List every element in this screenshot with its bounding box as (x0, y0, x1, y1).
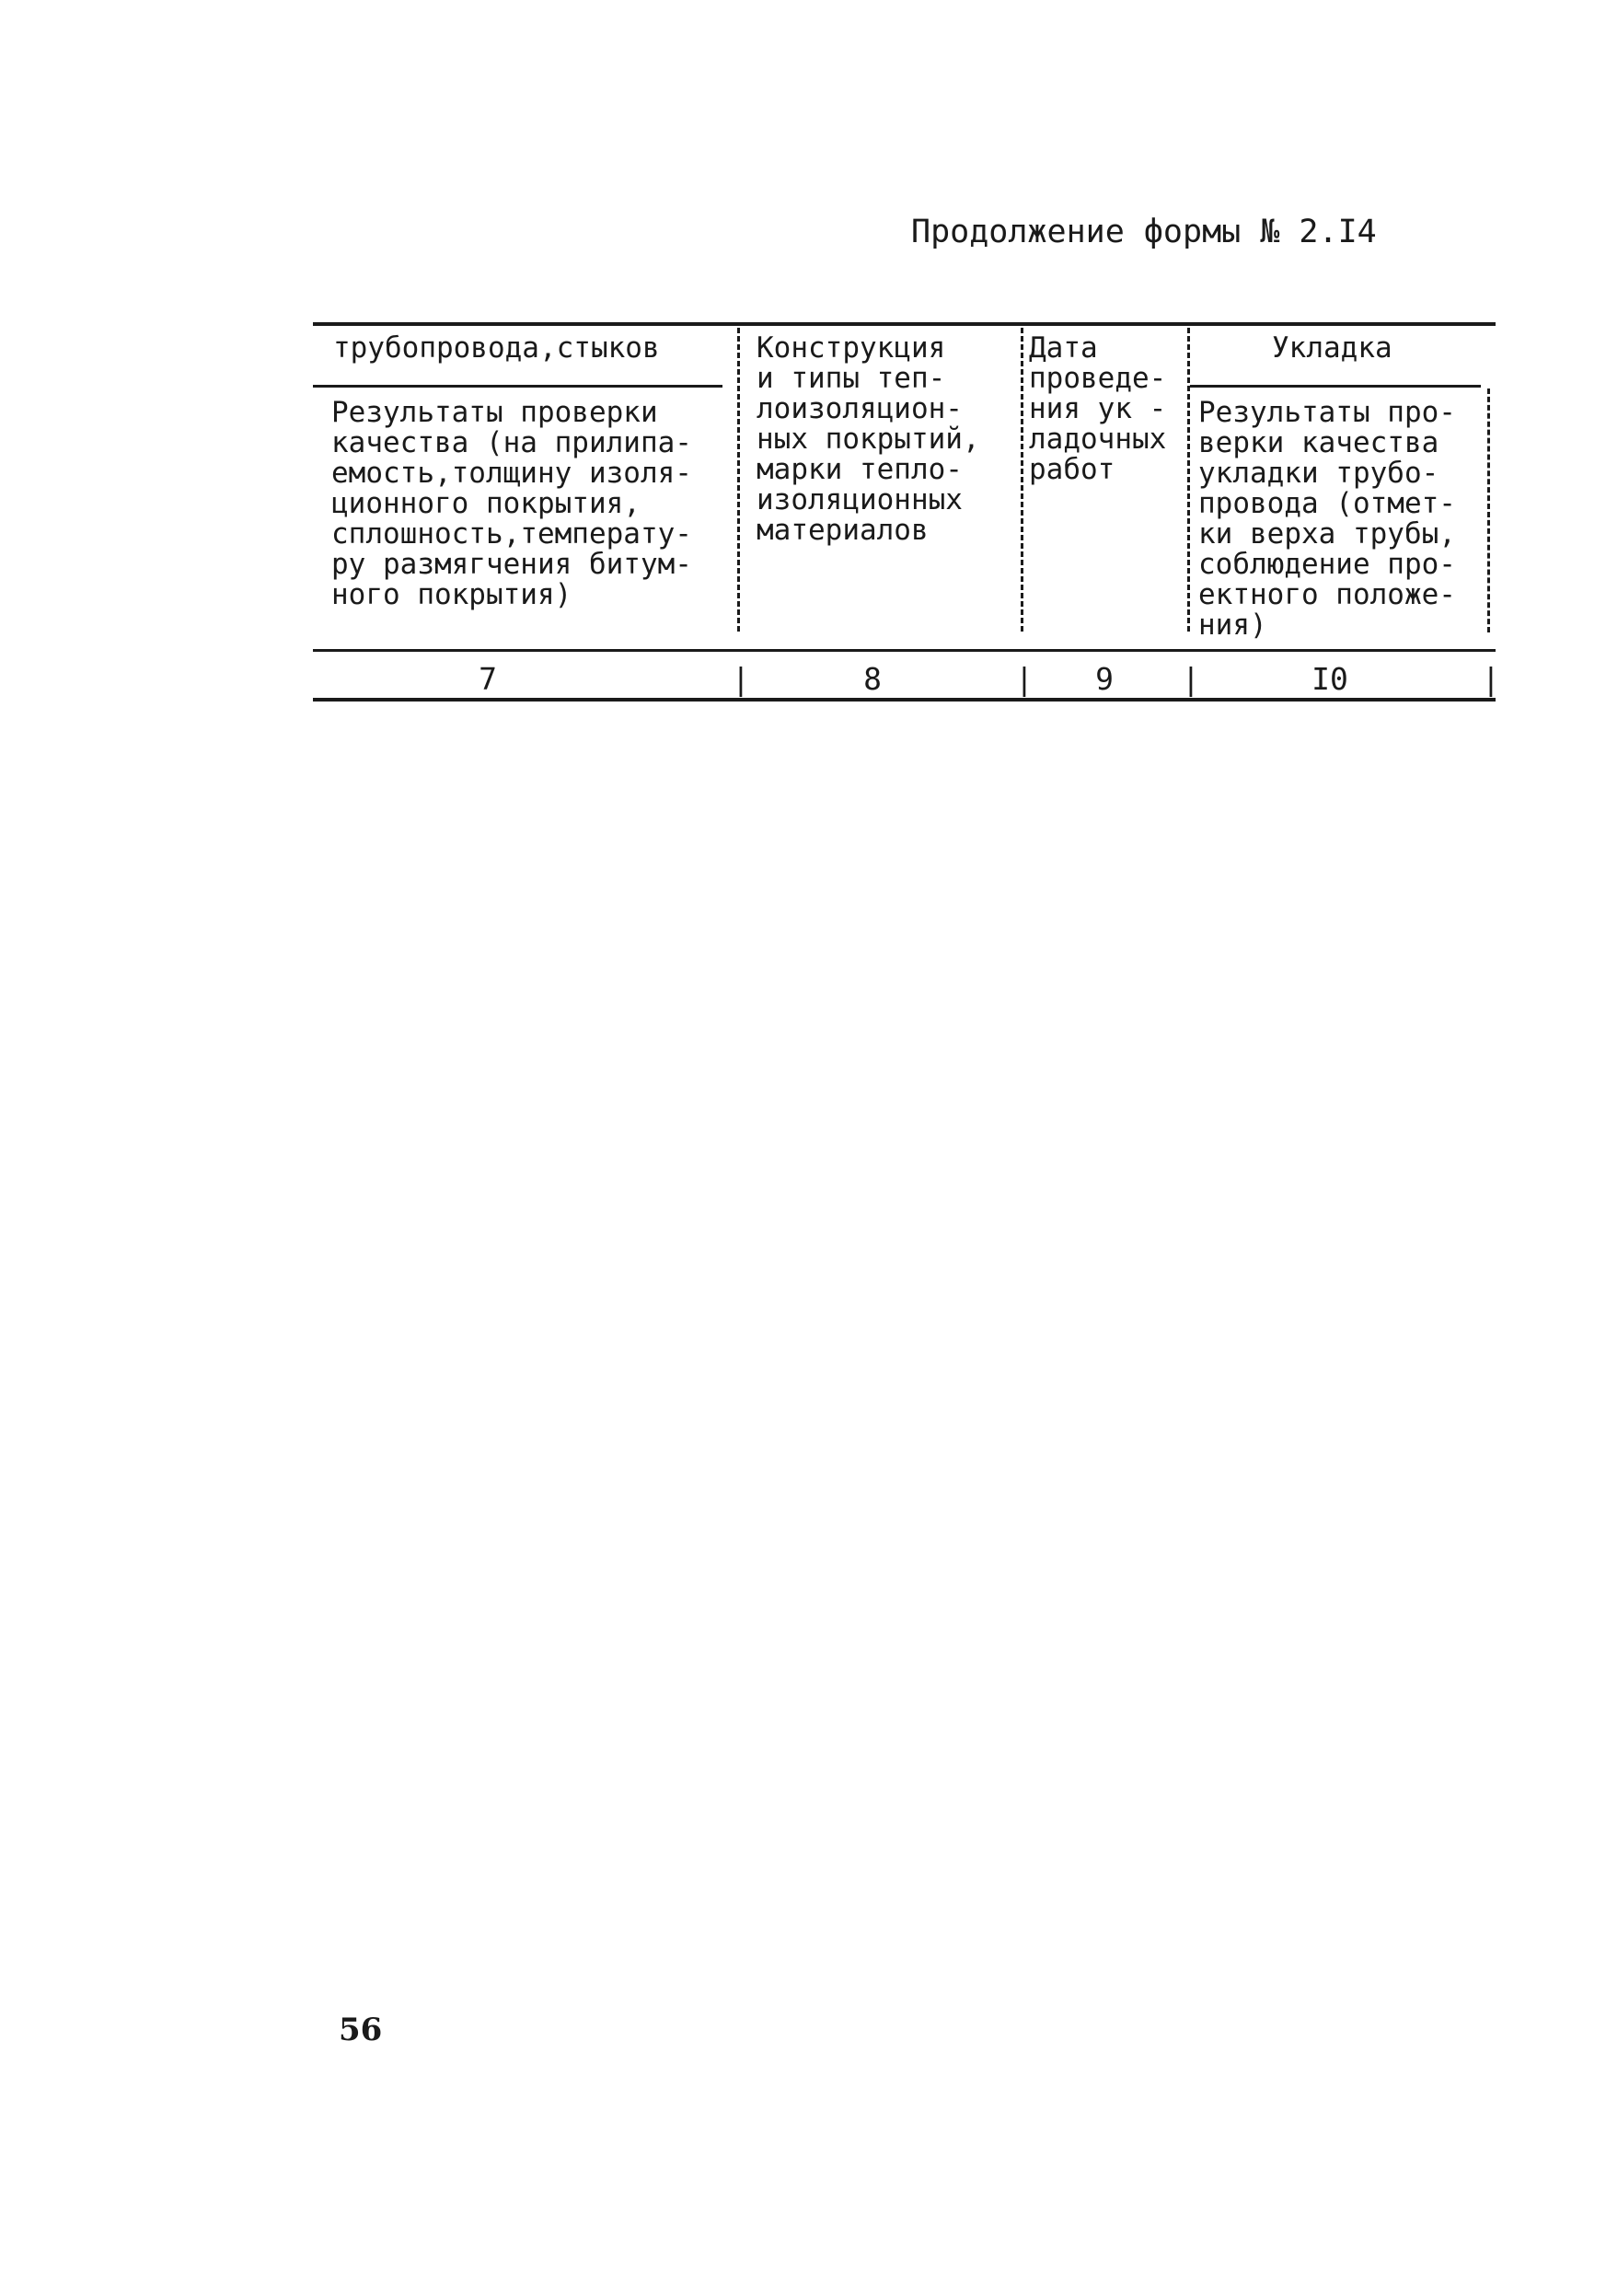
col9-header: Дата проведе- ния ук - ладочных работ (1029, 331, 1167, 486)
column-number-separator: | (732, 661, 750, 697)
page-number: 56 (339, 2012, 383, 2048)
column-number-9: 9 (1095, 661, 1114, 697)
table-bottom-rule (313, 698, 1496, 702)
form-continuation-title: Продолжение формы № 2.I4 (911, 214, 1377, 250)
col9-col10-separator (1187, 328, 1190, 632)
col7-col8-separator (737, 328, 740, 632)
col10-header: Результаты про- верки качества укладки трубо- провода (отмет- ки верха трубы, соблюдение про- ектного положе- ния) (1198, 396, 1456, 642)
column-number-separator: | (1015, 661, 1034, 697)
column-number-8: 8 (863, 661, 882, 697)
col7-header: Результаты проверки качества (на прилипа- емость,толщину изоля- ционного покрытия, сплошность,температу- ру размягчения битум- ного покрытия) (331, 396, 692, 611)
col7-subheader-rule (313, 385, 722, 388)
column-number-separator: | (1482, 661, 1500, 697)
col8-header: Конструкция и типы теп- лоизоляцион- ных покрытий, марки тепло- изоляционных материалов (757, 331, 980, 547)
col10-group-header: Укладка (1272, 331, 1392, 365)
table-top-rule (313, 322, 1496, 326)
column-number-10: I0 (1311, 661, 1348, 697)
form-table (313, 322, 1500, 700)
column-number-separator: | (1182, 661, 1200, 697)
col8-col9-separator (1021, 328, 1023, 632)
header-bottom-rule (313, 649, 1496, 652)
column-number-7: 7 (479, 661, 497, 697)
col7-group-header: трубопровода,стыков (333, 331, 660, 365)
col10-subheader-rule (1190, 385, 1481, 388)
table-right-edge (1487, 388, 1490, 632)
